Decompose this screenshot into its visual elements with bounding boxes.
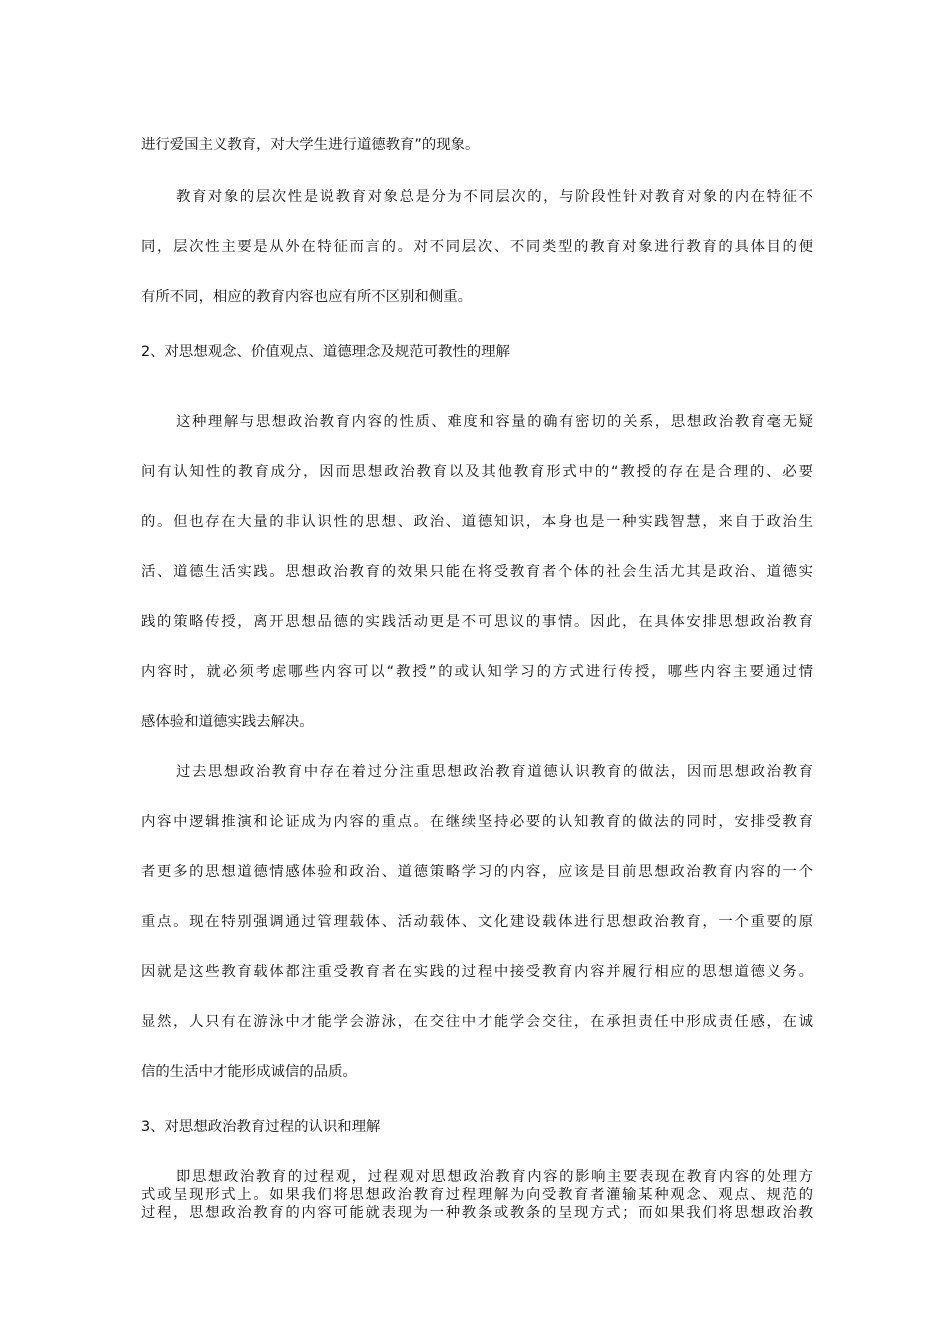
section-heading: 3、对思想政治教育过程的认识和理解	[141, 1119, 381, 1135]
paragraph-line: 信的生活中才能形成诚信的品质。	[141, 1064, 357, 1080]
paragraph-line: 者更多的思想道德情感体验和政治、道德策略学习的内容，应该是目前思想政治教育内容的一个	[141, 864, 813, 880]
paragraph-line: 显然，人只有在游泳中才能学会游泳，在交往中才能学会交往，在承担责任中形成责任感，在诚	[141, 1014, 813, 1030]
paragraph-line: 过程，思想政治教育的内容可能就表现为一种教条或教条的呈现方式；而如果我们将思想政治教	[141, 1205, 813, 1221]
paragraph-line: 即思想政治教育的过程观，过程观对思想政治教育内容的影响主要表现在教育内容的处理方	[176, 1169, 813, 1185]
paragraph-line: 内容时，就必须考虑哪些内容可以“教授”的或认知学习的方式进行传授，哪些内容主要通过情	[141, 664, 813, 680]
paragraph-line: 这种理解与思想政治教育内容的性质、难度和容量的确有密切的关系，思想政治教育毫无疑	[176, 414, 813, 430]
paragraph-line: 教育对象的层次性是说教育对象总是分为不同层次的，与阶段性针对教育对象的内在特征不	[176, 189, 813, 205]
paragraph-line: 有所不同，相应的教育内容也应有所不区别和侧重。	[141, 289, 472, 305]
paragraph-line: 过去思想政治教育中存在着过分注重思想政治教育道德认识教育的做法，因而思想政治教育	[176, 764, 813, 780]
paragraph-line: 进行爱国主义教育，对大学生进行道德教育”的现象。	[141, 137, 480, 153]
paragraph-line: 感体验和道德实践去解决。	[141, 714, 314, 730]
paragraph-line: 重点。现在特别强调通过管理载体、活动载体、文化建设载体进行思想政治教育，一个重要的原	[141, 914, 813, 930]
section-heading: 2、对思想观念、价值观点、道德理念及规范可教性的理解	[141, 344, 510, 360]
paragraph-line: 式或呈现形式上。如果我们将思想政治教育过程理解为向受教育者灌输某种观念、观点、规范的	[141, 1187, 813, 1203]
paragraph-line: 践的策略传授，离开思想品德的实践活动更是不可思议的事情。因此，在具体安排思想政治教育	[141, 614, 813, 630]
paragraph-line: 问有认知性的教育成分，因而思想政治教育以及其他教育形式中的“教授的存在是合理的、必要	[141, 464, 813, 480]
paragraph-line: 因就是这些教育载体都注重受教育者在实践的过程中接受教育内容并履行相应的思想道德义务。	[141, 964, 813, 980]
paragraph-line: 的。但也存在大量的非认识性的思想、政治、道德知识，本身也是一种实践智慧，来自于政治生	[141, 514, 813, 530]
paragraph-line: 同，层次性主要是从外在特征而言的。对不同层次、不同类型的教育对象进行教育的具体目的便	[141, 239, 813, 255]
paragraph-line: 内容中逻辑推演和论证成为内容的重点。在继续坚持必要的认知教育的做法的同时，安排受教育	[141, 814, 813, 830]
paragraph-line: 活、道德生活实践。思想政治教育的效果只能在将受教育者个体的社会生活尤其是政治、道德实	[141, 564, 813, 580]
